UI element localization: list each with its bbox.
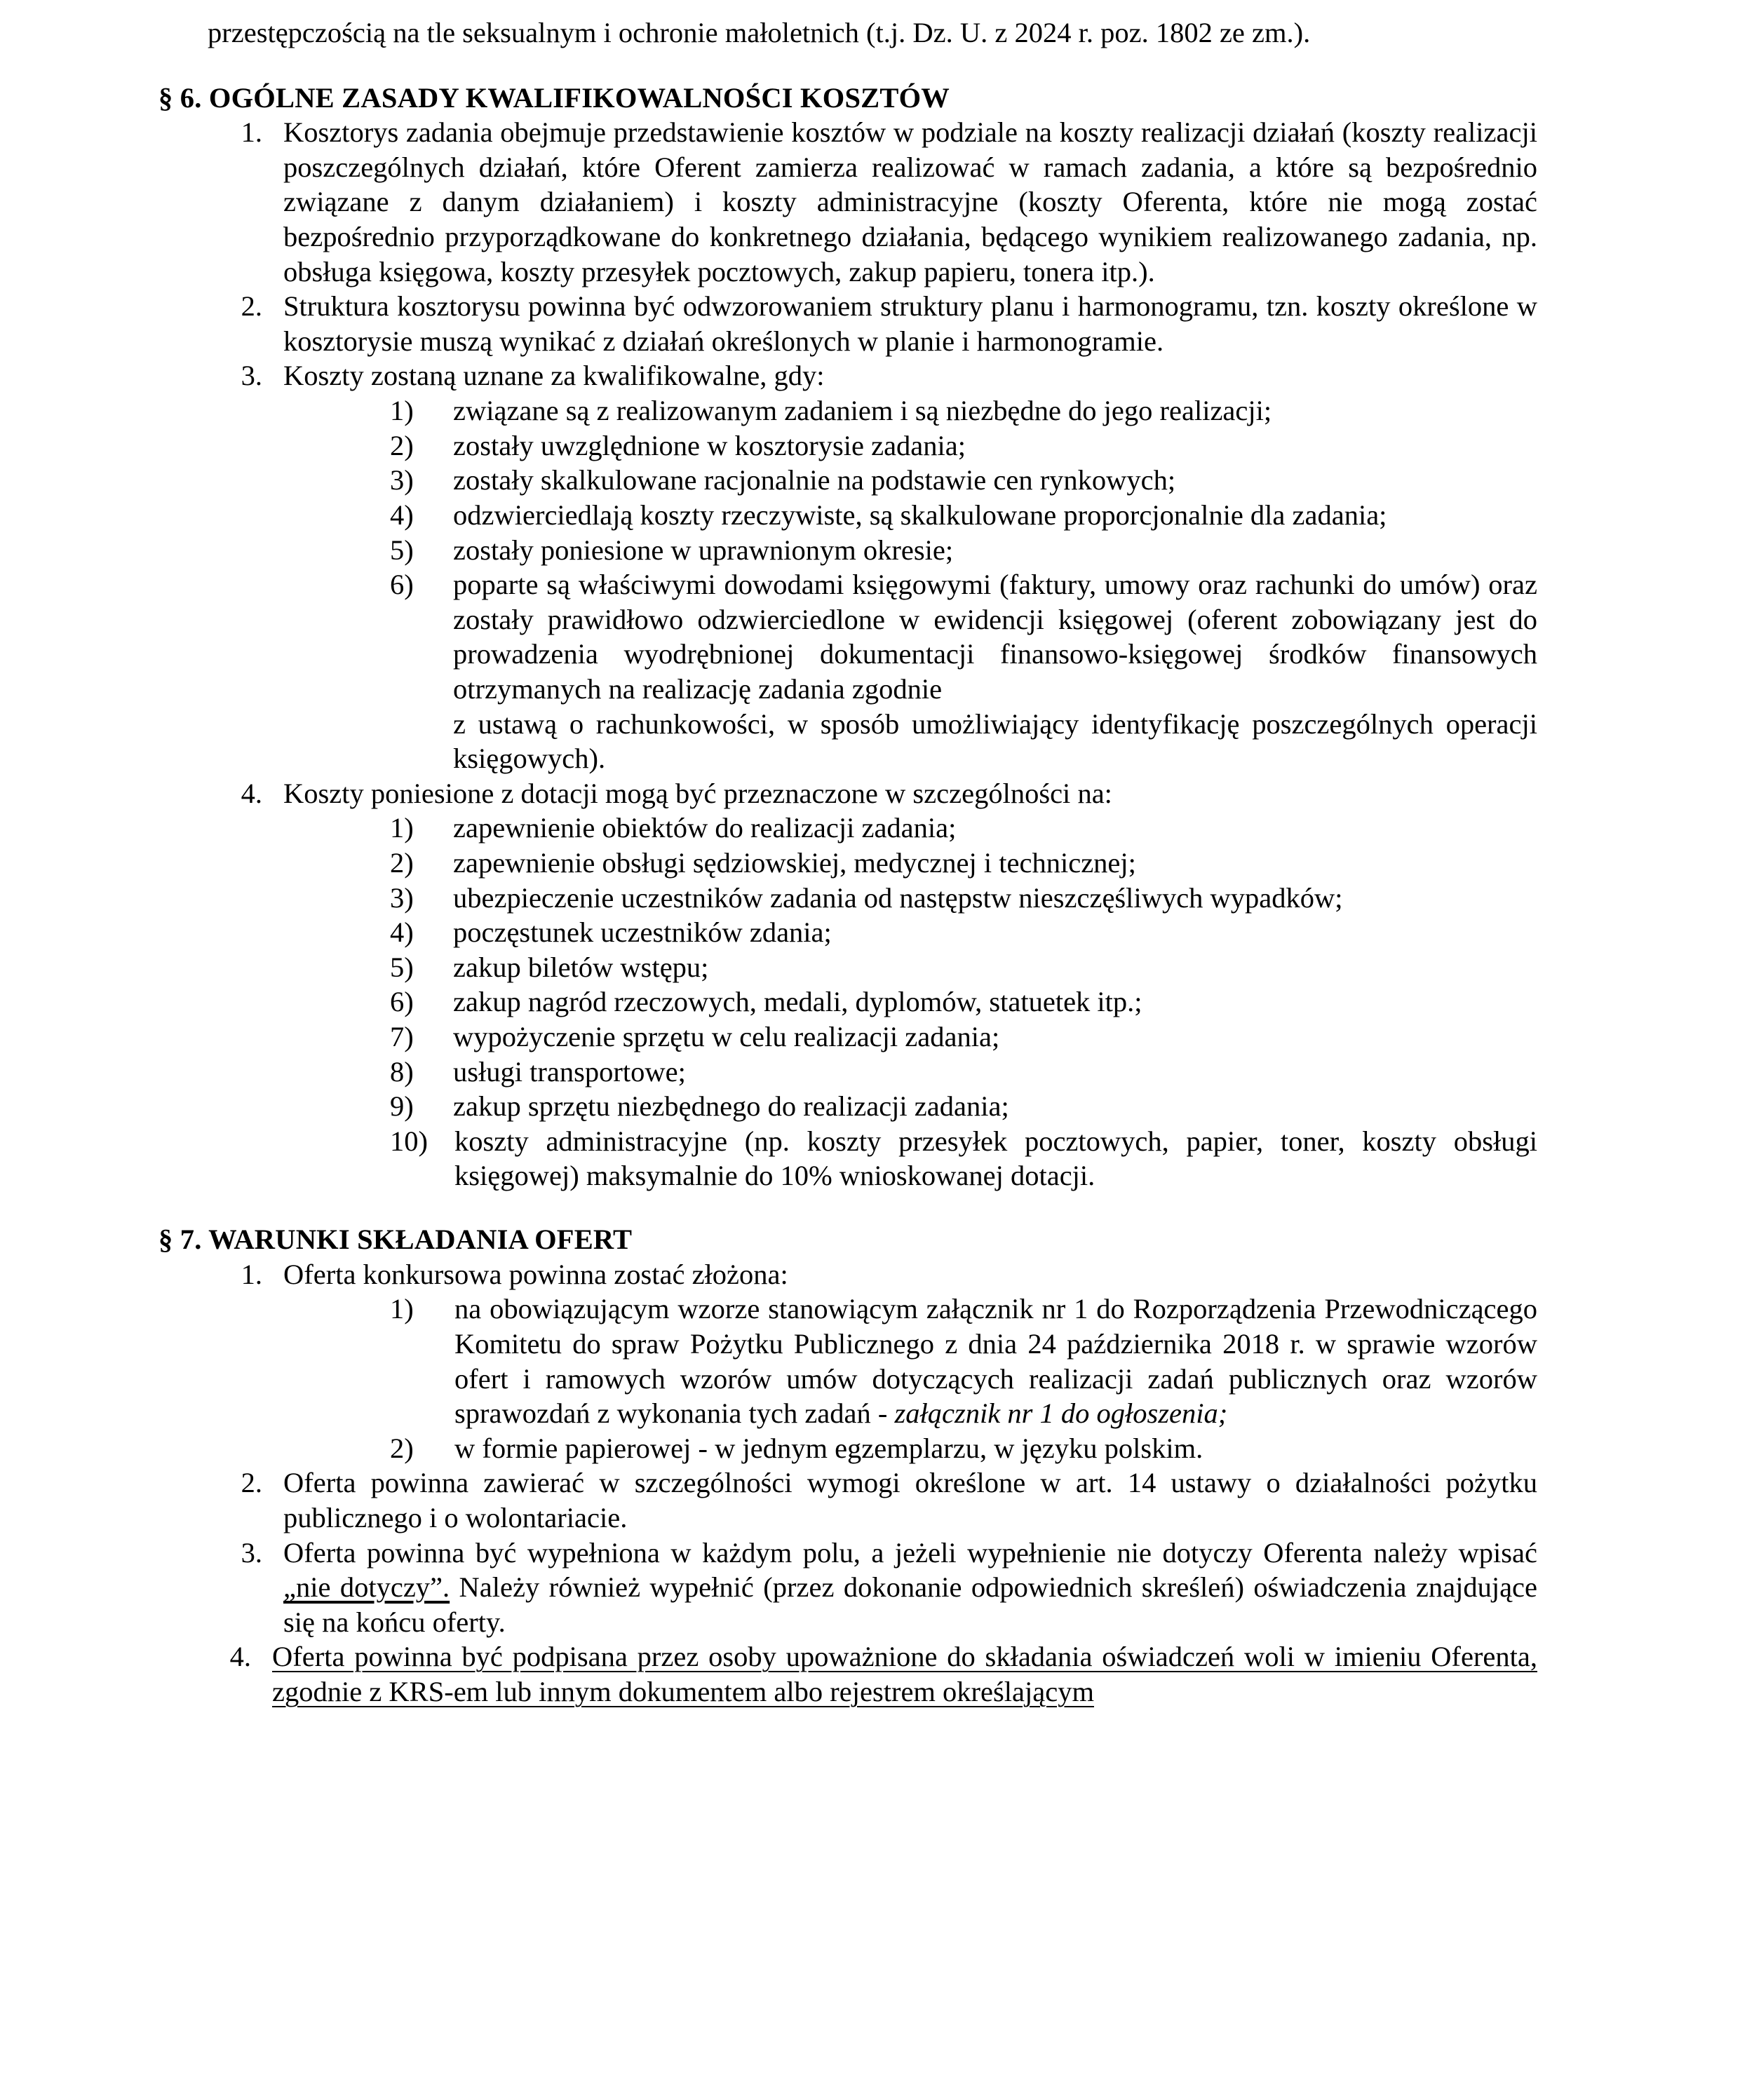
sub-list-marker: 8) bbox=[390, 1055, 414, 1088]
section-6-list bbox=[208, 115, 1537, 1193]
section-heading-7: § 7. WARUNKI SKŁADANIA OFERT bbox=[159, 1224, 633, 1256]
sub-list-marker: 3) bbox=[390, 881, 414, 914]
sub-list-marker: 1) bbox=[390, 395, 414, 427]
sub-list-item-text: poparte są właściwymi dowodami księgowymi (faktury, umowy oraz rachunki do umów) oraz zostały prawidłowo odzwierciedlone w ewidencji księgowej (oferent zobowiązany jest do prowadzenia wyodrębnionej dokumentacji finansowo-księgowej środków finansowych otrzymanych na realizację zadania zgodnie bbox=[453, 569, 1537, 705]
sub-list-item-text: ubezpieczenie uczestników zadania od następstw nieszczęśliwych wypadków; bbox=[453, 881, 1343, 914]
sub-list-item bbox=[390, 533, 1537, 568]
list-item-text: Kosztorys zadania obejmuje przedstawienie kosztów w podziale na koszty realizacji działań (koszty realizacji poszczególnych działań, które Oferent zamierza realizować w ramach zadania, a które są bezpośrednio związane z danym działaniem) i koszty administracyjne (koszty Oferenta, które nie mogą zostać bezpośrednio przyporządkowane do konkretnego działania, będącego wynikiem realizowanego zadania, np. obsługa księgowa, koszty przesyłek pocztowych, zakup papieru, tonera itp.). bbox=[283, 116, 1537, 287]
sub-list-item-text: zakup sprzętu niezbędnego do realizacji zadania; bbox=[453, 1090, 1009, 1123]
list-item-text-underlined: Oferta powinna być podpisana przez osoby upoważnione do składania oświadczeń woli w imieniu Oferenta, zgodnie z KRS-em lub innym dokumentem albo rejestrem określającym bbox=[272, 1641, 1537, 1707]
list-marker: 3. bbox=[241, 360, 262, 392]
sub-list-item bbox=[390, 950, 1537, 985]
sub-list-marker: 1) bbox=[390, 812, 414, 844]
sub-list-marker: 10) bbox=[390, 1125, 428, 1157]
list-item bbox=[208, 1465, 1537, 1535]
list-item-text: Struktura kosztorysu powinna być odwzorowaniem struktury planu i harmonogramu, tzn. koszty określone w kosztorysie muszą wynikać z działań określonych w planie i harmonogramie. bbox=[283, 290, 1537, 357]
list-marker: 2. bbox=[241, 290, 262, 323]
list-item-text: Koszty poniesione z dotacji mogą być przeznaczone w szczególności na: bbox=[283, 777, 1112, 809]
list-item bbox=[208, 115, 1537, 289]
sub-list-item-text: zapewnienie obiektów do realizacji zadania; bbox=[453, 812, 957, 844]
sub-list-item bbox=[390, 1124, 1537, 1193]
sub-list-item-text: wypożyczenie sprzętu w celu realizacji zadania; bbox=[453, 1021, 1000, 1053]
sub-list-item bbox=[390, 463, 1537, 498]
sub-list-item-text: związane są z realizowanym zadaniem i są niezbędne do jego realizacji; bbox=[453, 395, 1272, 427]
sub-list-item-text: usługi transportowe; bbox=[453, 1055, 686, 1088]
list-item bbox=[208, 289, 1537, 358]
sub-list-marker: 5) bbox=[390, 951, 414, 983]
sub-list-marker: 4) bbox=[390, 916, 414, 949]
sub-list-item-text: koszty administracyjne (np. koszty przesyłek pocztowych, papier, toner, koszty obsługi księgowej) maksymalnie do 10% wnioskowanej dotacji. bbox=[454, 1125, 1537, 1192]
sub-list-marker: 9) bbox=[390, 1090, 414, 1123]
sub-list-marker: 2) bbox=[390, 429, 414, 461]
sub-list-item bbox=[390, 567, 1537, 776]
section-7-list bbox=[208, 1257, 1537, 1709]
sub-list-item bbox=[390, 1089, 1537, 1124]
sub-list-item-text: zostały poniesione w uprawnionym okresie; bbox=[453, 534, 954, 566]
list-item-text: Koszty zostaną uznane za kwalifikowalne, gdy: bbox=[283, 360, 825, 392]
section-7-item-1-sublist bbox=[283, 1292, 1537, 1465]
sub-list-item bbox=[390, 393, 1537, 428]
sub-list-item bbox=[390, 811, 1537, 846]
list-marker: 2. bbox=[241, 1467, 262, 1499]
list-marker: 1. bbox=[241, 116, 262, 149]
sub-list-marker: 2) bbox=[390, 847, 414, 879]
sub-list-item bbox=[390, 1019, 1537, 1055]
list-item-text-underlined: „nie dotyczy”. bbox=[283, 1571, 450, 1604]
list-item bbox=[208, 358, 1537, 775]
sub-list-item-text: zakup biletów wstępu; bbox=[453, 951, 709, 983]
list-item bbox=[208, 776, 1537, 1193]
sub-list-item bbox=[390, 498, 1537, 533]
sub-list-item-text: zostały uwzględnione w kosztorysie zadania; bbox=[453, 429, 966, 461]
document-body bbox=[159, 15, 1537, 1709]
list-item bbox=[208, 1536, 1537, 1640]
sub-list-item-text: poczęstunek uczestników zdania; bbox=[453, 916, 832, 949]
sub-list-marker: 6) bbox=[390, 569, 414, 601]
list-marker: 3. bbox=[241, 1536, 262, 1569]
sub-list-item-text: w formie papierowej - w jednym egzemplarzu, w języku polskim. bbox=[454, 1432, 1203, 1464]
sub-list-item bbox=[390, 881, 1537, 916]
section-6-item-4-sublist bbox=[283, 811, 1537, 1193]
list-item-text-part1: Oferta powinna być wypełniona w każdym polu, a jeżeli wypełnienie nie dotyczy Oferenta należy wpisać bbox=[283, 1536, 1537, 1569]
sub-list-marker: 2) bbox=[390, 1432, 414, 1464]
list-marker: 4. bbox=[229, 1641, 251, 1673]
sub-list-item bbox=[390, 846, 1537, 881]
sub-list-item-text: na obowiązującym wzorze stanowiącym załącznik nr 1 do Rozporządzenia Przewodniczącego Komitetu do spraw Pożytku Publicznego z dnia 24 października 2018 r. w sprawie wzorów ofert i ramowych wzorów umów dotyczących realizacji zadań publicznych oraz wzorów sprawozdań z wykonania tych zadań - bbox=[454, 1293, 1537, 1430]
sub-list-item-text: zapewnienie obsługi sędziowskiej, medycznej i technicznej; bbox=[453, 847, 1136, 879]
sub-list-item bbox=[390, 428, 1537, 463]
sub-list-item bbox=[390, 1431, 1537, 1466]
sub-list-marker: 7) bbox=[390, 1021, 414, 1053]
sub-list-item-text: zakup nagród rzeczowych, medali, dyplomów, statuetek itp.; bbox=[453, 986, 1142, 1018]
sub-list-item bbox=[390, 1292, 1537, 1430]
section-6-item-3-sublist bbox=[283, 393, 1537, 776]
sub-list-item bbox=[390, 915, 1537, 950]
list-item bbox=[208, 1639, 1537, 1709]
sub-list-marker: 3) bbox=[390, 464, 414, 496]
sub-list-item-text-italic: załącznik nr 1 do ogłoszenia; bbox=[894, 1397, 1228, 1430]
list-marker: 1. bbox=[241, 1258, 262, 1290]
sub-list-item bbox=[390, 984, 1537, 1019]
section-heading-6: § 6. OGÓLNE ZASADY KWALIFIKOWALNOŚCI KOSZTÓW bbox=[159, 81, 950, 114]
sub-list-item-text: zostały skalkulowane racjonalnie na podstawie cen rynkowych; bbox=[453, 464, 1176, 496]
sub-list-marker: 1) bbox=[390, 1293, 414, 1325]
list-item-text: Oferta powinna zawierać w szczególności wymogi określone w art. 14 ustawy o działalności pożytku publicznego i o wolontariacie. bbox=[283, 1467, 1537, 1533]
sub-list-item bbox=[390, 1055, 1537, 1090]
sub-list-item-text: odzwierciedlają koszty rzeczywiste, są skalkulowane proporcjonalnie dla zadania; bbox=[453, 499, 1387, 531]
opening-paragraph: przestępczością na tle seksualnym i ochronie małoletnich (t.j. Dz. U. z 2024 r. poz. 1802 ze zm.). bbox=[208, 17, 1311, 48]
sub-list-marker: 6) bbox=[390, 986, 414, 1018]
sub-list-marker: 4) bbox=[390, 499, 414, 531]
list-item-text: Oferta konkursowa powinna zostać złożona: bbox=[283, 1258, 788, 1290]
list-item-text-part2: Należy również wypełnić (przez dokonanie odpowiednich skreśleń) oświadczenia znajdujące się na końcu oferty. bbox=[283, 1571, 1537, 1638]
sub-list-item-text-continued: z ustawą o rachunkowości, w sposób umożliwiający identyfikację poszczególnych operacji księgowych). bbox=[453, 707, 1537, 775]
sub-list-marker: 5) bbox=[390, 534, 414, 566]
list-item bbox=[208, 1257, 1537, 1466]
list-marker: 4. bbox=[241, 777, 262, 809]
